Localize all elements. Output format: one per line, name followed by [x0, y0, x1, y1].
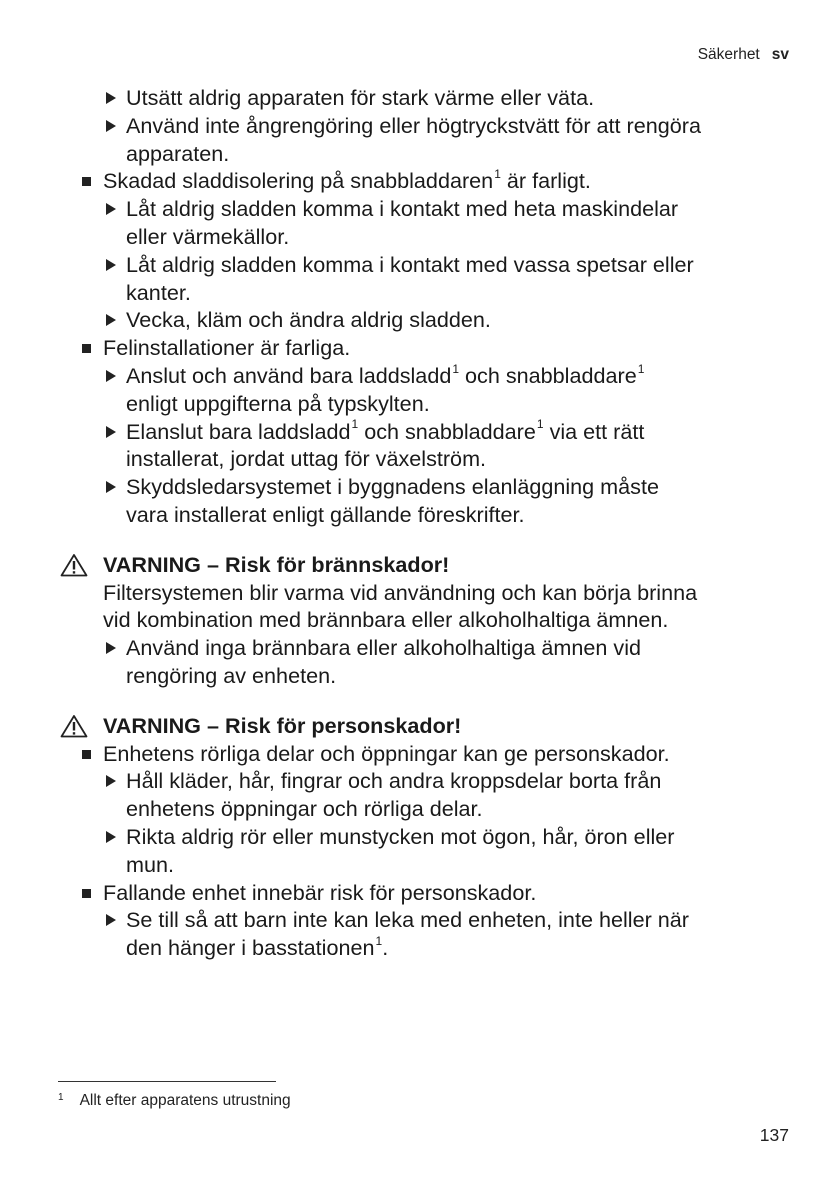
item-text: Håll kläder, hår, fingrar och andra kroppsdelar borta från [126, 768, 662, 794]
item-text: Skadad sladdisolering på snabbladdaren [103, 168, 494, 194]
footnote-divider [58, 1081, 276, 1082]
warning-heading [0, 712, 839, 740]
list-item [0, 879, 839, 907]
item-text: och snabbladdare [364, 418, 536, 444]
triangle-bullet-icon [106, 120, 116, 132]
item-text: kanter. [126, 279, 191, 305]
list-item-continuation [0, 445, 839, 473]
footnote-ref: 1 [375, 933, 383, 948]
list-item [0, 906, 839, 934]
footnote-ref: 1 [452, 361, 460, 376]
paragraph-line [0, 579, 839, 607]
triangle-bullet-icon [106, 92, 116, 104]
triangle-bullet-icon [106, 914, 116, 926]
item-text: Skyddsledarsystemet i byggnadens elanläggning måste [126, 474, 659, 500]
triangle-bullet-icon [106, 314, 116, 326]
language-code: sv [771, 46, 789, 63]
list-item-continuation [0, 501, 839, 529]
warning-title: VARNING – Risk för brännskador! [103, 551, 450, 577]
list-item-continuation [0, 934, 839, 962]
triangle-bullet-icon [106, 203, 116, 215]
item-text: Felinstallationer är farliga. [103, 335, 351, 361]
item-text: enhetens öppningar och rörliga delar. [126, 796, 483, 822]
footnote-ref: 1 [536, 417, 544, 432]
warning-triangle-icon [60, 714, 88, 738]
item-text: Rikta aldrig rör eller munstycken mot ögon, hår, öron eller [126, 823, 675, 849]
item-text: installerat, jordat uttag för växelström. [126, 446, 487, 472]
item-text: Fallande enhet innebär risk för personskador. [103, 879, 537, 905]
triangle-bullet-icon [106, 259, 116, 271]
warning-title: VARNING – Risk för personskador! [103, 712, 462, 738]
item-text: är farligt. [506, 168, 591, 194]
square-bullet-icon [82, 889, 91, 898]
page-content [0, 84, 839, 962]
item-text: rengöring av enheten. [126, 662, 337, 688]
list-item-continuation [0, 223, 839, 251]
item-text: och snabbladdare [465, 362, 637, 388]
list-item [0, 362, 839, 390]
item-text: Elanslut bara laddsladd [126, 418, 351, 444]
item-text: Se till så att barn inte kan leka med enheten, inte heller när [126, 907, 689, 933]
footnote-mark: 1 [58, 1092, 64, 1103]
triangle-bullet-icon [106, 426, 116, 438]
triangle-bullet-icon [106, 481, 116, 493]
list-item-continuation [0, 140, 839, 168]
list-item-continuation [0, 795, 839, 823]
list-item-continuation [0, 662, 839, 690]
list-item-continuation [0, 851, 839, 879]
list-item [0, 634, 839, 662]
item-text: Låt aldrig sladden komma i kontakt med vassa spetsar eller [126, 251, 694, 277]
item-text: Använd inte ångrengöring eller högtryckstvätt för att rengöra [126, 112, 701, 138]
warning-triangle-icon [60, 553, 88, 577]
list-item [0, 306, 839, 334]
square-bullet-icon [82, 750, 91, 759]
footnote [58, 1092, 291, 1110]
list-item [0, 251, 839, 279]
list-item-continuation [0, 279, 839, 307]
list-item [0, 195, 839, 223]
item-text: Vecka, kläm och ändra aldrig sladden. [126, 307, 491, 333]
triangle-bullet-icon [106, 831, 116, 843]
item-text: apparaten. [126, 140, 230, 166]
triangle-bullet-icon [106, 642, 116, 654]
list-item [0, 167, 839, 195]
footnote-ref: 1 [637, 361, 645, 376]
footnote-ref: 1 [494, 167, 501, 182]
item-text: Utsätt aldrig apparaten för stark värme eller väta. [126, 85, 595, 110]
item-text: vara installerat enligt gällande föreskrifter. [126, 501, 525, 527]
square-bullet-icon [82, 177, 91, 186]
item-text: Anslut och använd bara laddsladd [126, 362, 452, 388]
triangle-bullet-icon [106, 370, 116, 382]
list-item [0, 740, 839, 768]
item-text: eller värmekällor. [126, 223, 290, 249]
list-item [0, 418, 839, 446]
list-item [0, 334, 839, 362]
square-bullet-icon [82, 344, 91, 353]
list-item [0, 767, 839, 795]
item-text: vid kombination med brännbara eller alkoholhaltiga ämnen. [103, 607, 669, 633]
item-text: . [382, 935, 389, 961]
list-item-continuation [0, 390, 839, 418]
item-text: Låt aldrig sladden komma i kontakt med heta maskindelar [126, 196, 679, 222]
list-item [0, 112, 839, 140]
footnote-ref: 1 [351, 417, 359, 432]
page-number: 137 [759, 1125, 789, 1145]
section-title: Säkerhet [697, 46, 760, 63]
item-text: via ett rätt [549, 418, 645, 444]
page-header [698, 46, 789, 64]
item-text: Använd inga brännbara eller alkoholhaltiga ämnen vid [126, 635, 642, 661]
warning-heading [0, 551, 839, 579]
item-text: Filtersystemen blir varma vid användning och kan börja brinna [103, 579, 698, 605]
list-item [0, 823, 839, 851]
list-item [0, 473, 839, 501]
list-item [0, 84, 839, 112]
item-text: mun. [126, 851, 175, 877]
triangle-bullet-icon [106, 775, 116, 787]
paragraph-line [0, 606, 839, 634]
item-text: den hänger i basstationen [126, 935, 375, 961]
item-text: Enhetens rörliga delar och öppningar kan ge personskador. [103, 740, 670, 766]
footnote-text: Allt efter apparatens utrustning [79, 1092, 291, 1109]
item-text: enligt uppgifterna på typskylten. [126, 390, 430, 416]
